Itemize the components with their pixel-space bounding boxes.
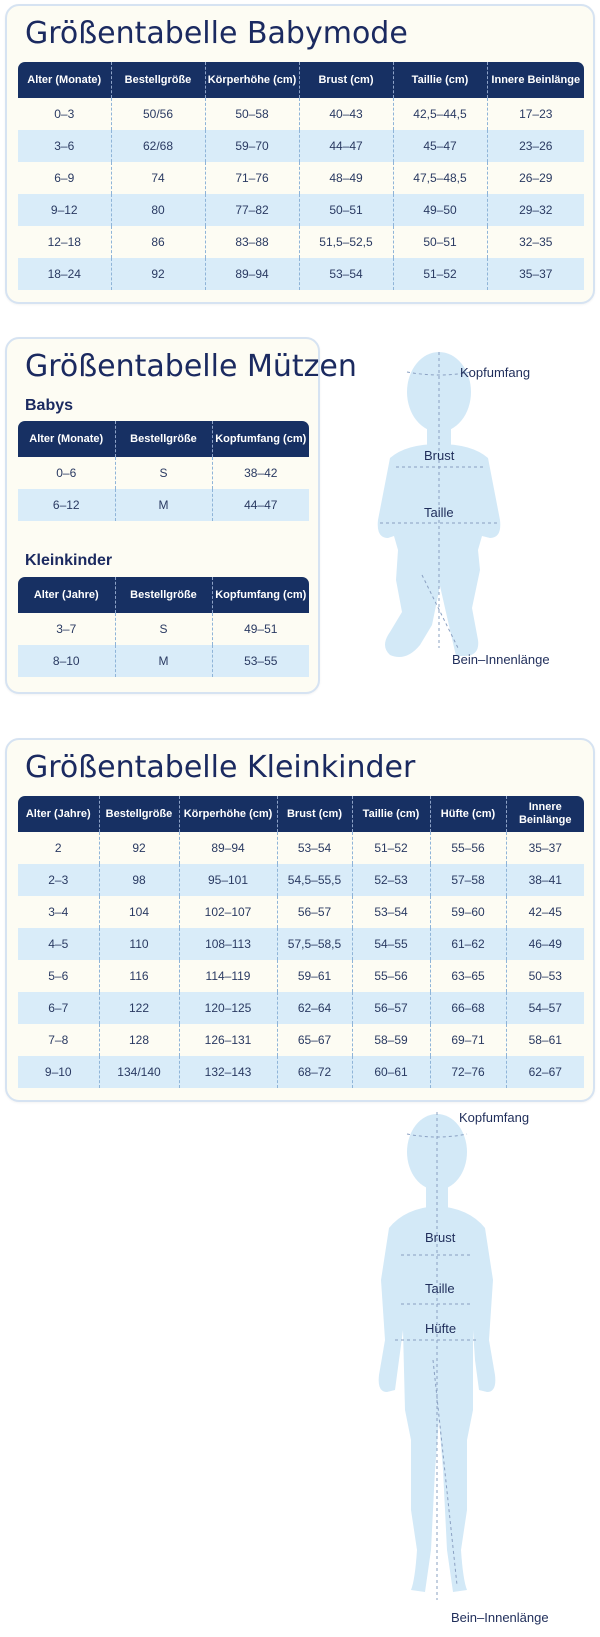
table-cell: 49–50 [393, 194, 487, 226]
col-header-age: Alter (Jahre) [18, 577, 115, 613]
hats-kids-subtitle: Kleinkinder [25, 552, 113, 569]
col-header-chest: Brust (cm) [299, 62, 393, 98]
table-row [18, 98, 584, 130]
table-cell: 29–32 [487, 194, 584, 226]
table-cell: 50–51 [299, 194, 393, 226]
hats-babys-subtitle: Babys [25, 397, 74, 414]
table-cell: 9–10 [18, 1056, 99, 1088]
kid-label-head: Kopfumfang [459, 1110, 530, 1125]
table-cell: 38–41 [506, 864, 584, 896]
table-cell: 120–125 [179, 992, 277, 1024]
table-cell: 57,5–58,5 [277, 928, 352, 960]
table-cell: 98 [99, 864, 179, 896]
table-cell: 44–47 [299, 130, 393, 162]
table-cell: 3–4 [18, 896, 99, 928]
table-cell: 8–10 [18, 645, 115, 677]
kid-label-hip: Hüfte [425, 1321, 457, 1336]
hats-kids-header-row [18, 577, 309, 613]
table-cell: 49–51 [212, 613, 309, 645]
kid-label-leg: Bein–Innenlänge [451, 1610, 549, 1625]
table-cell: 48–49 [299, 162, 393, 194]
table-cell: 0–6 [18, 457, 115, 489]
table-cell: 6–7 [18, 992, 99, 1024]
table-cell: 59–60 [430, 896, 506, 928]
table-cell: 114–119 [179, 960, 277, 992]
table-cell: S [115, 613, 212, 645]
kid-silhouette-illustration [355, 1110, 600, 1632]
table-cell: 54–55 [352, 928, 430, 960]
col-header-inseam: Innere Beinlänge [506, 796, 584, 832]
table-row [18, 832, 584, 864]
table-cell: M [115, 489, 212, 521]
kid-measurement-figure [355, 1110, 600, 1632]
kid-label-chest: Brust [425, 1230, 456, 1245]
table-cell: 68–72 [277, 1056, 352, 1088]
col-header-order-size: Bestellgröße [111, 62, 205, 98]
table-cell: 51,5–52,5 [299, 226, 393, 258]
table-cell: 122 [99, 992, 179, 1024]
table-cell: 55–56 [352, 960, 430, 992]
table-cell: 56–57 [352, 992, 430, 1024]
table-cell: 74 [111, 162, 205, 194]
table-cell: 132–143 [179, 1056, 277, 1088]
table-cell: 69–71 [430, 1024, 506, 1056]
col-header-head-circumference: Kopfumfang (cm) [212, 421, 309, 457]
table-cell: 54,5–55,5 [277, 864, 352, 896]
baby-size-title: Größentabelle Babymode [25, 16, 408, 51]
table-cell: 44–47 [212, 489, 309, 521]
baby-label-leg: Bein–Innenlänge [452, 652, 550, 667]
hats-babys-header-row [18, 421, 309, 457]
table-cell: 59–70 [205, 130, 299, 162]
table-cell: 95–101 [179, 864, 277, 896]
baby-size-card [5, 4, 595, 304]
table-cell: 47,5–48,5 [393, 162, 487, 194]
table-row [18, 613, 309, 645]
table-cell: 53–54 [277, 832, 352, 864]
kids-size-table [18, 796, 584, 1088]
baby-measurement-figure [360, 350, 600, 700]
table-cell: 52–53 [352, 864, 430, 896]
table-cell: S [115, 457, 212, 489]
col-header-inseam: Innere Beinlänge [487, 62, 584, 98]
table-row [18, 645, 309, 677]
table-cell: 86 [111, 226, 205, 258]
table-cell: M [115, 645, 212, 677]
table-cell: 51–52 [393, 258, 487, 290]
table-row [18, 928, 584, 960]
hats-babys-table [18, 421, 309, 521]
table-cell: 110 [99, 928, 179, 960]
table-row [18, 457, 309, 489]
col-header-head-circumference: Kopfumfang (cm) [212, 577, 309, 613]
baby-header-row [18, 62, 584, 98]
table-cell: 83–88 [205, 226, 299, 258]
hats-kids-table [18, 577, 309, 677]
table-cell: 53–54 [352, 896, 430, 928]
table-cell: 56–57 [277, 896, 352, 928]
kids-size-title: Größentabelle Kleinkinder [25, 750, 416, 785]
table-cell: 35–37 [506, 832, 584, 864]
table-cell: 50–58 [205, 98, 299, 130]
baby-size-table [18, 62, 584, 290]
col-header-chest: Brust (cm) [277, 796, 352, 832]
table-cell: 128 [99, 1024, 179, 1056]
table-row [18, 162, 584, 194]
table-cell: 0–3 [18, 98, 111, 130]
baby-label-waist: Taille [424, 505, 454, 520]
table-row [18, 226, 584, 258]
table-row [18, 1056, 584, 1088]
col-header-age: Alter (Jahre) [18, 796, 99, 832]
table-cell: 42,5–44,5 [393, 98, 487, 130]
table-cell: 62–67 [506, 1056, 584, 1088]
baby-silhouette-illustration [360, 350, 600, 700]
col-header-waist: Taillie (cm) [393, 62, 487, 98]
table-cell: 12–18 [18, 226, 111, 258]
table-cell: 2–3 [18, 864, 99, 896]
table-cell: 89–94 [205, 258, 299, 290]
table-cell: 38–42 [212, 457, 309, 489]
table-cell: 6–12 [18, 489, 115, 521]
table-cell: 62/68 [111, 130, 205, 162]
table-cell: 57–58 [430, 864, 506, 896]
col-header-waist: Taillie (cm) [352, 796, 430, 832]
table-cell: 63–65 [430, 960, 506, 992]
table-row [18, 960, 584, 992]
table-cell: 46–49 [506, 928, 584, 960]
table-cell: 50/56 [111, 98, 205, 130]
table-cell: 116 [99, 960, 179, 992]
col-header-order-size: Bestellgröße [99, 796, 179, 832]
kids-size-card [5, 738, 595, 1102]
table-cell: 9–12 [18, 194, 111, 226]
table-row [18, 864, 584, 896]
table-cell: 59–61 [277, 960, 352, 992]
table-cell: 58–61 [506, 1024, 584, 1056]
table-cell: 77–82 [205, 194, 299, 226]
table-cell: 32–35 [487, 226, 584, 258]
table-cell: 2 [18, 832, 99, 864]
table-cell: 40–43 [299, 98, 393, 130]
table-cell: 92 [111, 258, 205, 290]
table-cell: 6–9 [18, 162, 111, 194]
table-cell: 61–62 [430, 928, 506, 960]
table-cell: 92 [99, 832, 179, 864]
table-cell: 3–7 [18, 613, 115, 645]
kid-label-waist: Taille [425, 1281, 455, 1296]
col-header-age: Alter (Monate) [18, 421, 115, 457]
table-cell: 45–47 [393, 130, 487, 162]
table-cell: 104 [99, 896, 179, 928]
table-cell: 58–59 [352, 1024, 430, 1056]
table-cell: 54–57 [506, 992, 584, 1024]
table-cell: 50–53 [506, 960, 584, 992]
baby-label-head: Kopfumfang [460, 365, 531, 380]
table-cell: 134/140 [99, 1056, 179, 1088]
col-header-order-size: Bestellgröße [115, 577, 212, 613]
table-row [18, 992, 584, 1024]
table-row [18, 258, 584, 290]
table-cell: 17–23 [487, 98, 584, 130]
table-cell: 71–76 [205, 162, 299, 194]
table-cell: 62–64 [277, 992, 352, 1024]
table-cell: 18–24 [18, 258, 111, 290]
col-header-height: Körperhöhe (cm) [179, 796, 277, 832]
table-row [18, 194, 584, 226]
table-cell: 108–113 [179, 928, 277, 960]
table-cell: 53–54 [299, 258, 393, 290]
table-cell: 7–8 [18, 1024, 99, 1056]
table-cell: 60–61 [352, 1056, 430, 1088]
table-cell: 55–56 [430, 832, 506, 864]
table-cell: 4–5 [18, 928, 99, 960]
baby-label-chest: Brust [424, 448, 455, 463]
table-cell: 5–6 [18, 960, 99, 992]
table-cell: 80 [111, 194, 205, 226]
table-cell: 72–76 [430, 1056, 506, 1088]
col-header-height: Körperhöhe (cm) [205, 62, 299, 98]
table-cell: 89–94 [179, 832, 277, 864]
table-cell: 23–26 [487, 130, 584, 162]
kids-header-row [18, 796, 584, 832]
table-cell: 3–6 [18, 130, 111, 162]
col-header-age: Alter (Monate) [18, 62, 111, 98]
table-cell: 126–131 [179, 1024, 277, 1056]
hats-size-card [5, 337, 357, 694]
table-cell: 35–37 [487, 258, 584, 290]
table-cell: 26–29 [487, 162, 584, 194]
table-cell: 50–51 [393, 226, 487, 258]
table-cell: 66–68 [430, 992, 506, 1024]
table-cell: 53–55 [212, 645, 309, 677]
table-row [18, 896, 584, 928]
col-header-order-size: Bestellgröße [115, 421, 212, 457]
table-cell: 65–67 [277, 1024, 352, 1056]
col-header-hip: Hüfte (cm) [430, 796, 506, 832]
table-row [18, 489, 309, 521]
table-cell: 102–107 [179, 896, 277, 928]
table-cell: 51–52 [352, 832, 430, 864]
table-row [18, 1024, 584, 1056]
table-cell: 42–45 [506, 896, 584, 928]
table-row [18, 130, 584, 162]
hats-size-title: Größentabelle Mützen [25, 349, 357, 384]
